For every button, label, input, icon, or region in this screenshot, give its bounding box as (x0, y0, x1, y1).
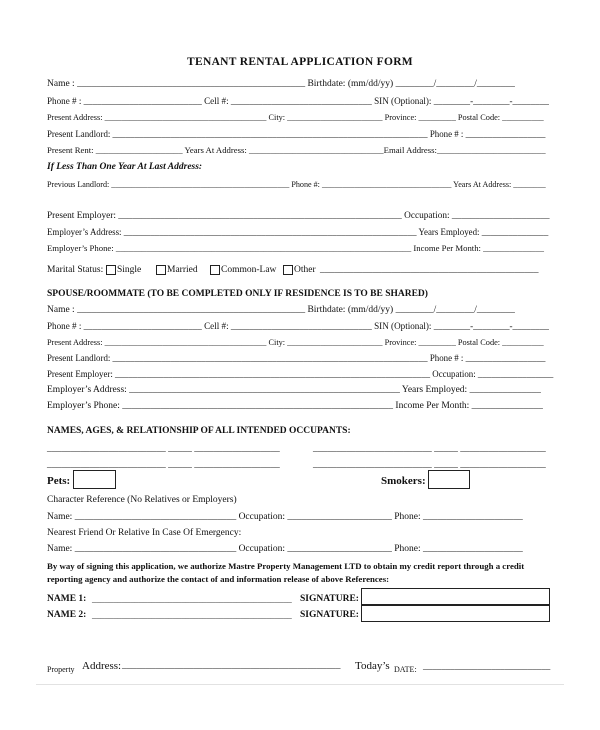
option-married-label: Married (167, 265, 198, 275)
authorization-text-1: By way of signing this application, we authorize Mastre Property Management LTD to obtain my credit report through a credit (47, 561, 525, 571)
less-than-one-year-heading: If Less Than One Year At Last Address: (47, 162, 203, 172)
option-other-label: Other (294, 265, 316, 275)
property-label: Property (47, 665, 75, 674)
checkbox-common-law[interactable] (210, 265, 220, 275)
checkbox-single[interactable] (106, 265, 116, 275)
occupants-heading: NAMES, AGES, & RELATIONSHIP OF ALL INTENDED OCCUPANTS: (47, 426, 351, 436)
spouse-employer-phone-line[interactable]: Employer’s Phone: _________________________________________________________ Income Per Month: _______________ (47, 401, 543, 411)
smokers-label: Smokers: (381, 475, 426, 487)
spouse-address-line[interactable]: Present Address: _______________________________________ City: _______________________ Province: _________ Postal Code: __________ (47, 338, 544, 347)
address-label: Address: (82, 660, 122, 672)
name-1-label: NAME 1: (47, 594, 87, 604)
option-common-law-label: Common-Law (221, 265, 277, 275)
date-label: DATE: (394, 665, 417, 674)
spouse-landlord-line[interactable]: Present Landlord: _______________________________________________________________________ Phone # : __________________ (47, 353, 546, 363)
emergency-contact-heading: Nearest Friend Or Relative In Case Of Emergency: (47, 528, 242, 538)
spouse-heading: SPOUSE/ROOMMATE (TO BE COMPLETED ONLY IF RESIDENCE IS TO BE SHARED) (47, 289, 428, 299)
spouse-phone-line[interactable]: Phone # : __________________________ Cell #: _______________________________ SIN (Optional): ________-________-________ (47, 321, 549, 331)
character-reference-line[interactable]: Name: __________________________________ Occupation: ______________________ Phone: _____________________ (47, 512, 523, 522)
applicant-landlord-line[interactable]: Present Landlord: _______________________________________________________________________ Phone # : __________________ (47, 129, 546, 139)
smokers-box[interactable] (428, 470, 470, 489)
signature-2-label: SIGNATURE: (300, 610, 359, 620)
pets-box[interactable] (73, 470, 116, 489)
name-2-line[interactable]: _______________________________________________ (92, 610, 292, 620)
spouse-employer-address-line[interactable]: Employer’s Address: _________________________________________________________ Years Employed: _______________ (47, 385, 541, 395)
applicant-name-line[interactable]: Name : ________________________________________________ Birthdate: (mm/dd/yy) ________/________/________ (47, 79, 515, 89)
applicant-address-line[interactable]: Present Address: _______________________________________ City: _______________________ Province: _________ Postal Code: __________ (47, 113, 544, 122)
spouse-name-line[interactable]: Name : ________________________________________________ Birthdate: (mm/dd/yy) ________/________/________ (47, 305, 515, 315)
employer-address-line[interactable]: Employer’s Address: __________________________________________________________________ Years Employed: _______________ (47, 227, 549, 237)
signature-1-label: SIGNATURE: (300, 594, 359, 604)
previous-landlord-line[interactable]: Previous Landlord: ____________________________________________ Phone #: ________________________________ Years At Address: ________ (47, 180, 546, 189)
emergency-contact-line[interactable]: Name: __________________________________ Occupation: ______________________ Phone: _____________________ (47, 544, 523, 554)
todays-label: Today’s (355, 660, 390, 672)
occupant-row[interactable]: _________________________ _____ __________________ (313, 444, 546, 454)
signature-1-box[interactable] (361, 588, 550, 605)
page-title: TENANT RENTAL APPLICATION FORM (187, 56, 413, 68)
authorization-text-2: reporting agency and authorize the contact of and information release of above References: (47, 574, 390, 584)
option-single-label: Single (117, 265, 142, 275)
spouse-employer-line[interactable]: Present Employer: _______________________________________________________________________ Occupation: _________________ (47, 369, 554, 379)
marital-status-label: Marital Status: (47, 265, 104, 275)
pets-label: Pets: (47, 475, 71, 487)
employer-line[interactable]: Present Employer: _____________________________________________________________ Occupation: _____________________ (47, 211, 550, 221)
property-address-line[interactable]: ______________________________________________ (122, 661, 341, 671)
signature-2-box[interactable] (361, 605, 550, 622)
occupant-row[interactable]: _________________________ _____ __________________ (47, 460, 280, 470)
employer-phone-line[interactable]: Employer’s Phone: ____________________________________________________________________ Income Per Month: ______________ (47, 243, 544, 253)
character-reference-heading: Character Reference (No Relatives or Employers) (47, 495, 237, 505)
applicant-rent-line[interactable]: Present Rent: ____________________ Years At Address: _______________________________Email Address:_________________________ (47, 145, 546, 155)
checkbox-married[interactable] (156, 265, 166, 275)
occupant-row[interactable]: _________________________ _____ __________________ (47, 444, 280, 454)
name-2-label: NAME 2: (47, 610, 87, 620)
footer-divider (36, 684, 564, 685)
checkbox-other[interactable] (283, 265, 293, 275)
applicant-phone-line[interactable]: Phone # : __________________________ Cell #: _______________________________ SIN (Optional): ________-________-________ (47, 96, 549, 106)
other-status-line[interactable]: ______________________________________________ (320, 265, 539, 275)
date-line[interactable]: ____________________________ (423, 661, 551, 671)
occupant-row[interactable]: _________________________ _____ __________________ (313, 460, 546, 470)
name-1-line[interactable]: _______________________________________________ (92, 594, 292, 604)
